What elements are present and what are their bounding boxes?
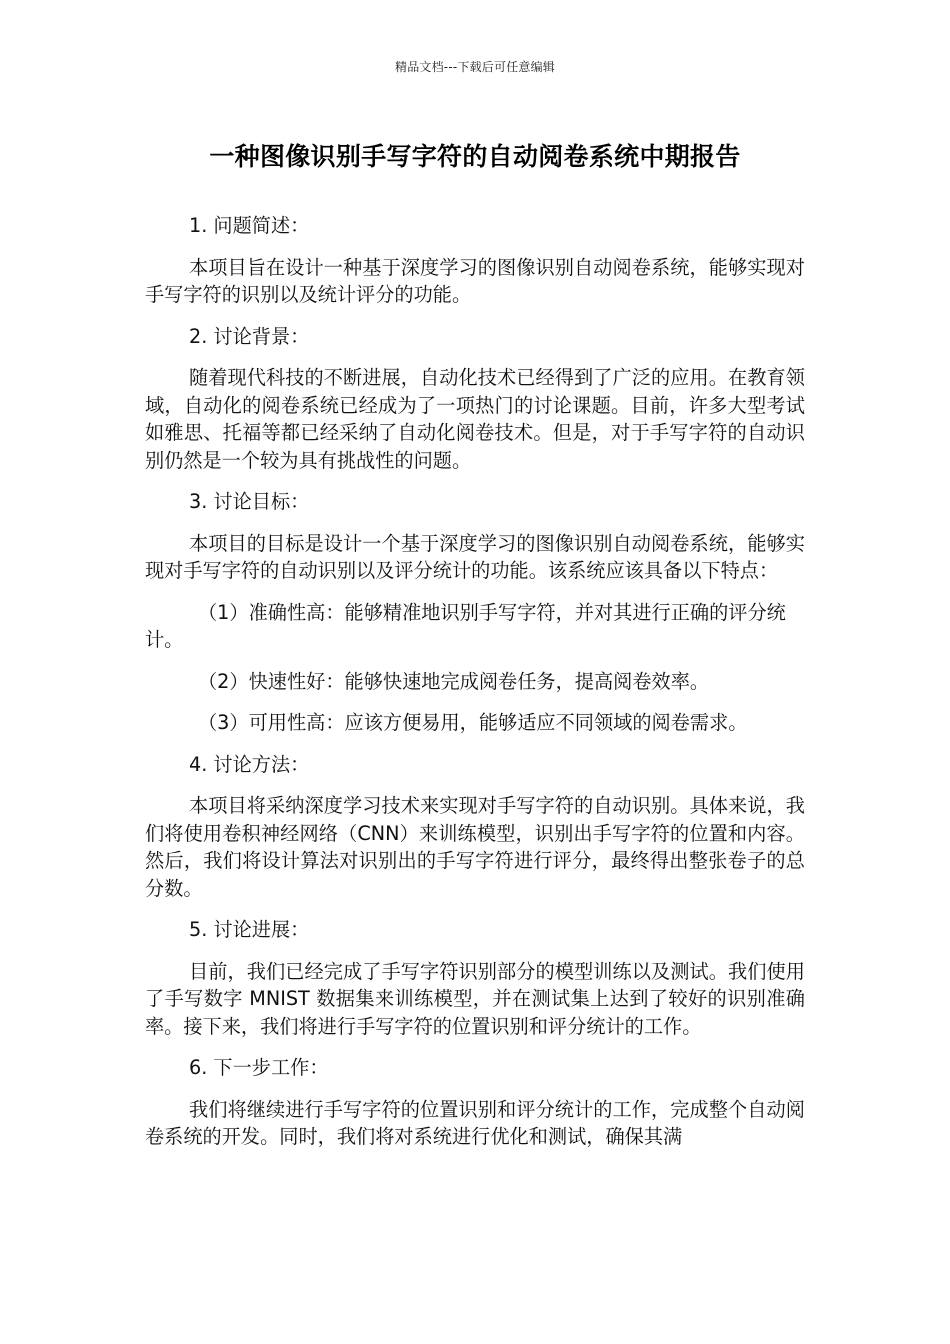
- section-3-heading: 3. 讨论目标：: [189, 490, 310, 513]
- section-6-heading: 6. 下一步工作：: [189, 1056, 329, 1079]
- section-5-paragraph: 目前，我们已经完成了手写字符识别部分的模型训练以及测试。我们使用了手写数字 MNIST 数据集来训练模型，并在测试集上达到了较好的识别准确率。接下来，我们将进行手写字符的位置识别和评分统计的工作。: [145, 959, 805, 1038]
- section-2-heading: 2. 讨论背景：: [189, 324, 310, 348]
- page-header: 精品文档---下载后可任意编辑: [395, 60, 555, 74]
- section-4-paragraph: 本项目将采纳深度学习技术来实现对手写字符的自动识别。具体来说，我们将使用卷积神经网络（CNN）来训练模型，识别出手写字符的位置和内容。然后，我们将设计算法对识别出的手写字符进行评分，最终得出整张卷子的总分数。: [145, 794, 805, 900]
- section-3-list-item-2: （2）快速性好：能够快速地完成阅卷任务，提高阅卷效率。: [198, 669, 710, 693]
- section-6-paragraph: 我们将继续进行手写字符的位置识别和评分统计的工作，完成整个自动阅卷系统的开发。同时，我们将对系统进行优化和测试，确保其满: [145, 1097, 805, 1148]
- document-body: [145, 212, 805, 1165]
- section-3-list-item-1: （1）准确性高：能够精准地识别手写字符，并对其进行正确的评分统计。: [145, 600, 786, 651]
- section-1-paragraph: 本项目旨在设计一种基于深度学习的图像识别自动阅卷系统，能够实现对手写字符的识别以及统计评分的功能。: [145, 255, 805, 306]
- section-4-heading: 4. 讨论方法：: [189, 752, 310, 776]
- section-3-paragraph: 本项目的目标是设计一个基于深度学习的图像识别自动阅卷系统，能够实现对手写字符的自动识别以及评分统计的功能。该系统应该具备以下特点：: [145, 531, 805, 582]
- document-title: 一种图像识别手写字符的自动阅卷系统中期报告: [209, 142, 741, 171]
- section-2-paragraph: 随着现代科技的不断进展，自动化技术已经得到了广泛的应用。在教育领域，自动化的阅卷系统已经成为了一项热门的讨论课题。目前，许多大型考试如雅思、托福等都已经采纳了自动化阅卷技术。但是，对于手写字符的自动识别仍然是一个较为具有挑战性的问题。: [145, 366, 805, 472]
- section-1-heading: 1. 问题简述：: [189, 214, 310, 237]
- section-5-heading: 5. 讨论进展：: [189, 918, 310, 941]
- section-3-list-item-3: （3）可用性高：应该方便易用，能够适应不同领域的阅卷需求。: [198, 711, 748, 734]
